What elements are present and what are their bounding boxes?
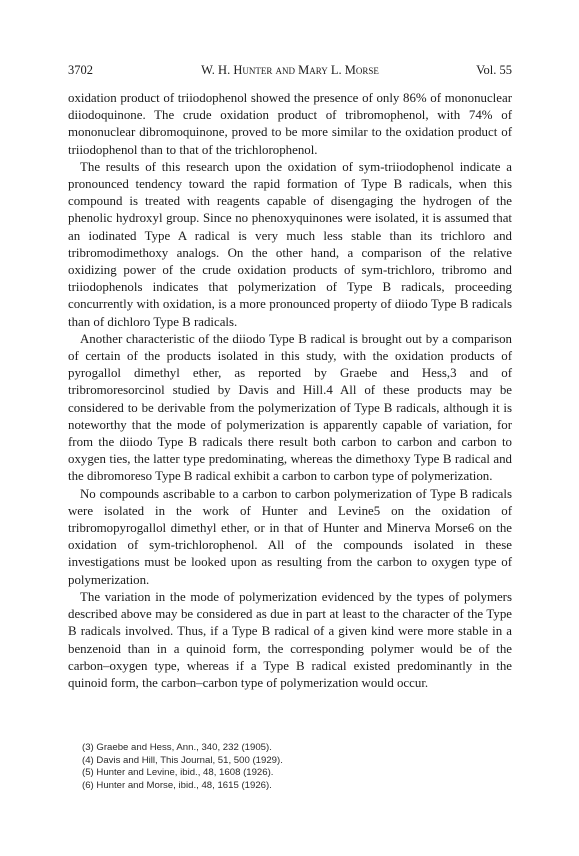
running-title: W. H. Hunter and Mary L. Morse: [201, 63, 379, 77]
paragraph-2: The results of this research upon the oxidation of sym-triiodophenol indicate a pronounced tendency toward the rapid formation of Type B radicals, when this compound is treated with reagents capable of disengaging the hydrogen of the phenolic hydroxyl group. Since no phenoxyquinones were isolated, it is assumed that an iodinated Type A radical is very much less stable than its trichloro and tribromodimethoxy analogs. On the other hand, a comparison of the relative oxidizing power of the crude oxidation products of sym-trichloro, tribromo and triiodophenols indicates that polymerization of Type B radicals, proceeding concurrently with oxidation, is a more pronounced property of diiodo Type B radicals than of dichloro Type B radicals.: [68, 159, 512, 329]
paragraph-1: oxidation product of triiodophenol showed the presence of only 86% of mononuclear diiodoquinone. The crude oxidation product of tribromophenol, with 74% of mononuclear dibromoquinone, proved to be more similar to the oxidation product of triiodophenol than to that of the trichlorophenol.: [68, 91, 512, 157]
footnote-4: (4) Davis and Hill, This Journal, 51, 500 (1929).: [82, 754, 283, 766]
footnote-3: (3) Graebe and Hess, Ann., 340, 232 (1905).: [82, 742, 272, 753]
volume-label: Vol. 55: [476, 63, 512, 77]
page-number: 3702: [68, 63, 93, 77]
article-body: [68, 90, 512, 692]
page-header: [68, 63, 512, 79]
paragraph-3: Another characteristic of the diiodo Type B radical is brought out by a comparison of certain of the products isolated in this study, with the oxidation products of pyrogallol dimethyl ether, as reported by Graebe and Hess,3 and of tribromoresorcinol studied by Davis and Hill.4 All of these products may be considered to be derivable from the polymerization of Type B radicals, although it is noteworthy that the mode of polymerization is apparently capable of variation, for from the diiodo Type B radicals there result both carbon to carbon and carbon to oxygen ties, the latter type predominating, whereas the dimethoxy Type B radical and the dibromoreso Type B radical exhibit a carbon to carbon type of polymerization.: [68, 331, 512, 484]
paragraph-4: No compounds ascribable to a carbon to carbon polymerization of Type B radicals were isolated in the work of Hunter and Levine5 on the oxidation of tribromopyrogallol dimethyl ether, or in that of Hunter and Minerva Morse6 on the oxidation of sym-trichlorophenol. All of the compounds isolated in these investigations must be looked upon as resulting from the carbon to oxygen type of polymerization.: [68, 486, 512, 587]
paragraph-5: The variation in the mode of polymerization evidenced by the types of polymers described above may be considered as due in part at least to the character of the Type B radicals involved. Thus, if a Type B radical of a given kind were more stable in a benzenoid than in a quinoid form, the corresponding polymer would be of the carbon–oxygen type, whereas if a Type B radical existed predominantly in the quinoid form, the carbon–carbon type of polymerization would occur.: [68, 589, 512, 690]
footnote-6: (6) Hunter and Morse, ibid., 48, 1615 (1926).: [82, 779, 272, 791]
footnotes: [82, 742, 512, 792]
footnote-5: (5) Hunter and Levine, ibid., 48, 1608 (1926).: [82, 767, 274, 779]
